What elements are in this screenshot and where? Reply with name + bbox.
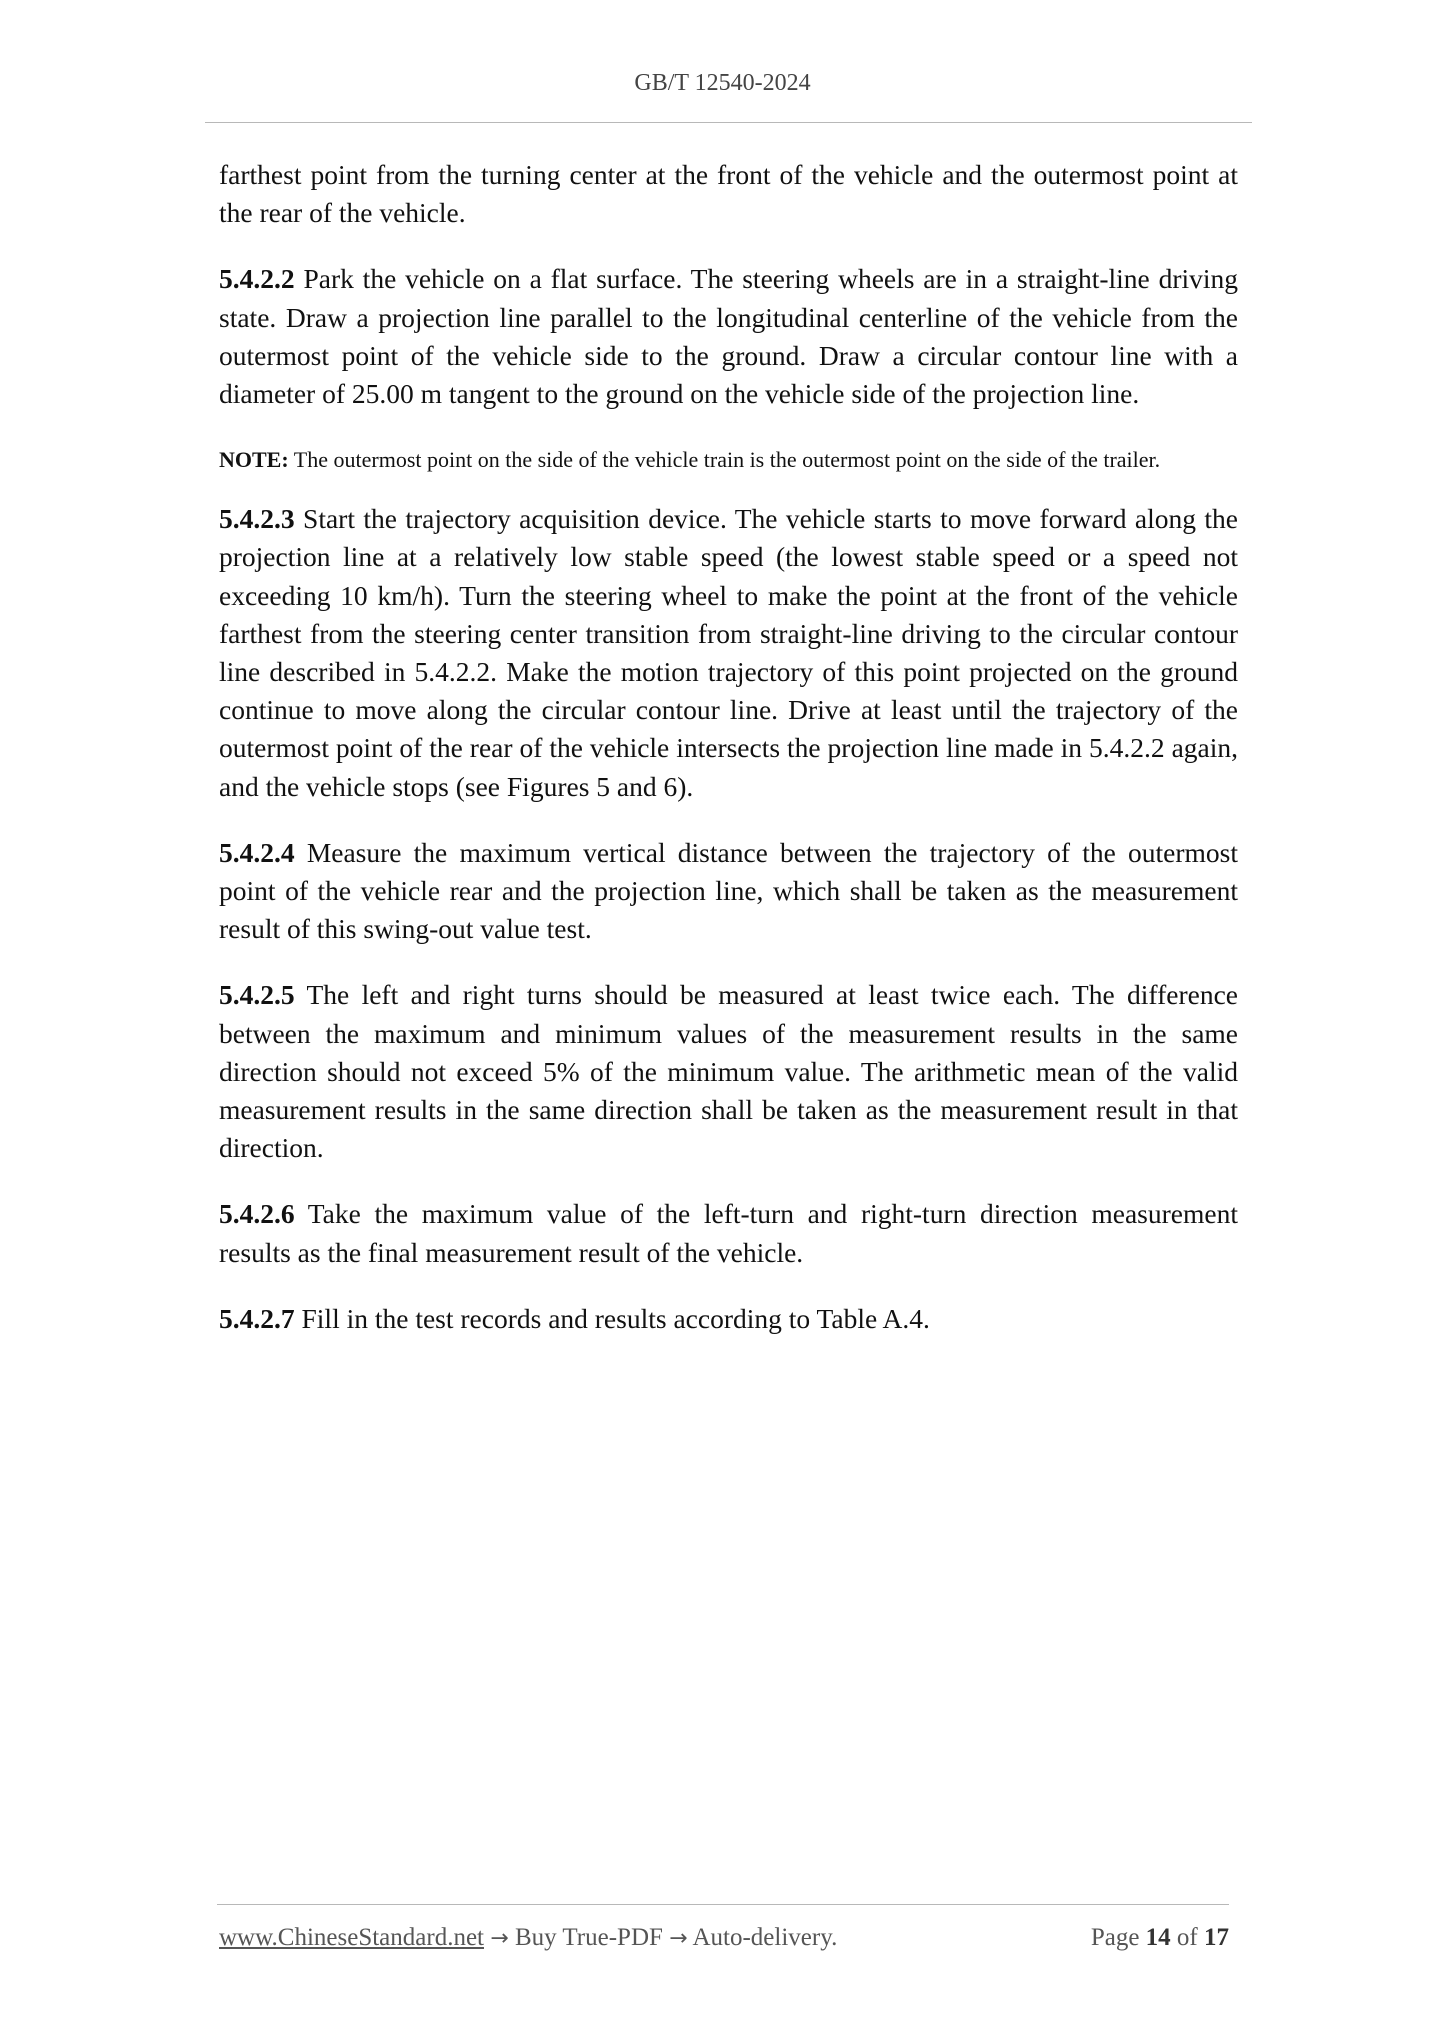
of-label: of xyxy=(1176,1924,1198,1951)
clause-5-4-2-2 xyxy=(219,260,1238,413)
clause-5-4-2-6 xyxy=(219,1195,1238,1271)
clause-number: 5.4.2.2 xyxy=(219,263,295,295)
clause-number: 5.4.2.4 xyxy=(219,836,295,868)
page-label: Page xyxy=(1090,1924,1140,1951)
note xyxy=(219,441,1238,478)
arrow-right-icon: → xyxy=(490,1926,509,1951)
arrow-right-icon: → xyxy=(669,1926,688,1951)
clause-text: Park the vehicle on a flat surface. The steering wheels are in a straight-line driving state. Draw a projection line parallel to the longitudinal centerline of the vehicle from the outermost point of the vehicle side to the ground. Draw a circular contour line with a diameter of 25.00 m tangent to the ground on the vehicle side of the projection line. xyxy=(219,263,1239,410)
page-indicator xyxy=(1091,1924,1229,1952)
clause-text: Start the trajectory acquisition device. The vehicle starts to move forward along the projection line at a relatively low stable speed (the lowest stable speed or a speed not exceeding 10 km/h). Turn the steering wheel to make the point at the front of the vehicle farthest from the steering center transition from straight-line driving to the circular contour line described in 5.4.2.2. Make the motion trajectory of this point projected on the ground continue to move along the circular contour line. Drive at least until the trajectory of the outermost point of the rear of the vehicle intersects the projection line made in 5.4.2.2 again, and the vehicle stops (see Figures 5 and 6). xyxy=(219,503,1238,802)
clause-text: The left and right turns should be measured at least twice each. The difference between the maximum and minimum values of the measurement results in the same direction should not exceed 5% of the minimum value. The arithmetic mean of the valid measurement results in the same direction shall be taken as the measurement result in that direction. xyxy=(219,979,1238,1164)
clause-number: 5.4.2.5 xyxy=(219,979,295,1011)
clause-number: 5.4.2.3 xyxy=(219,503,295,535)
clause-number: 5.4.2.7 xyxy=(219,1302,295,1334)
clause-5-4-2-7 xyxy=(219,1300,1238,1338)
document-body xyxy=(219,156,1238,1366)
page-current: 14 xyxy=(1145,1924,1171,1951)
clause-5-4-2-4 xyxy=(219,834,1238,949)
clause-number: 5.4.2.6 xyxy=(219,1198,295,1230)
header-divider xyxy=(205,122,1252,123)
document-header: GB/T 12540-2024 xyxy=(634,70,811,96)
footer-divider xyxy=(217,1904,1229,1905)
clause-text: Fill in the test records and results according to Table A.4. xyxy=(301,1302,930,1334)
clause-5-4-2-3 xyxy=(219,500,1238,806)
clause-text: Measure the maximum vertical distance between the trajectory of the outermost point of the vehicle rear and the projection line, which shall be taken as the measurement result of this swing-out value test. xyxy=(219,836,1238,945)
website-link[interactable]: www.ChineseStandard.net xyxy=(219,1924,484,1951)
delivery-text: Auto-delivery. xyxy=(692,1924,838,1951)
note-label: NOTE: xyxy=(219,447,289,473)
clause-5-4-2-5 xyxy=(219,976,1238,1167)
clause-text: Take the maximum value of the left-turn and right-turn direction measurement results as the final measurement result of the vehicle. xyxy=(219,1198,1238,1268)
buy-text: Buy True-PDF xyxy=(514,1924,663,1951)
page-footer xyxy=(219,1924,1229,1952)
paragraph-continuation: farthest point from the turning center at the front of the vehicle and the outermost point at the rear of the vehicle. xyxy=(219,159,1238,229)
note-text: The outermost point on the side of the vehicle train is the outermost point on the side of the trailer. xyxy=(293,447,1161,473)
page-total: 17 xyxy=(1204,1924,1229,1951)
